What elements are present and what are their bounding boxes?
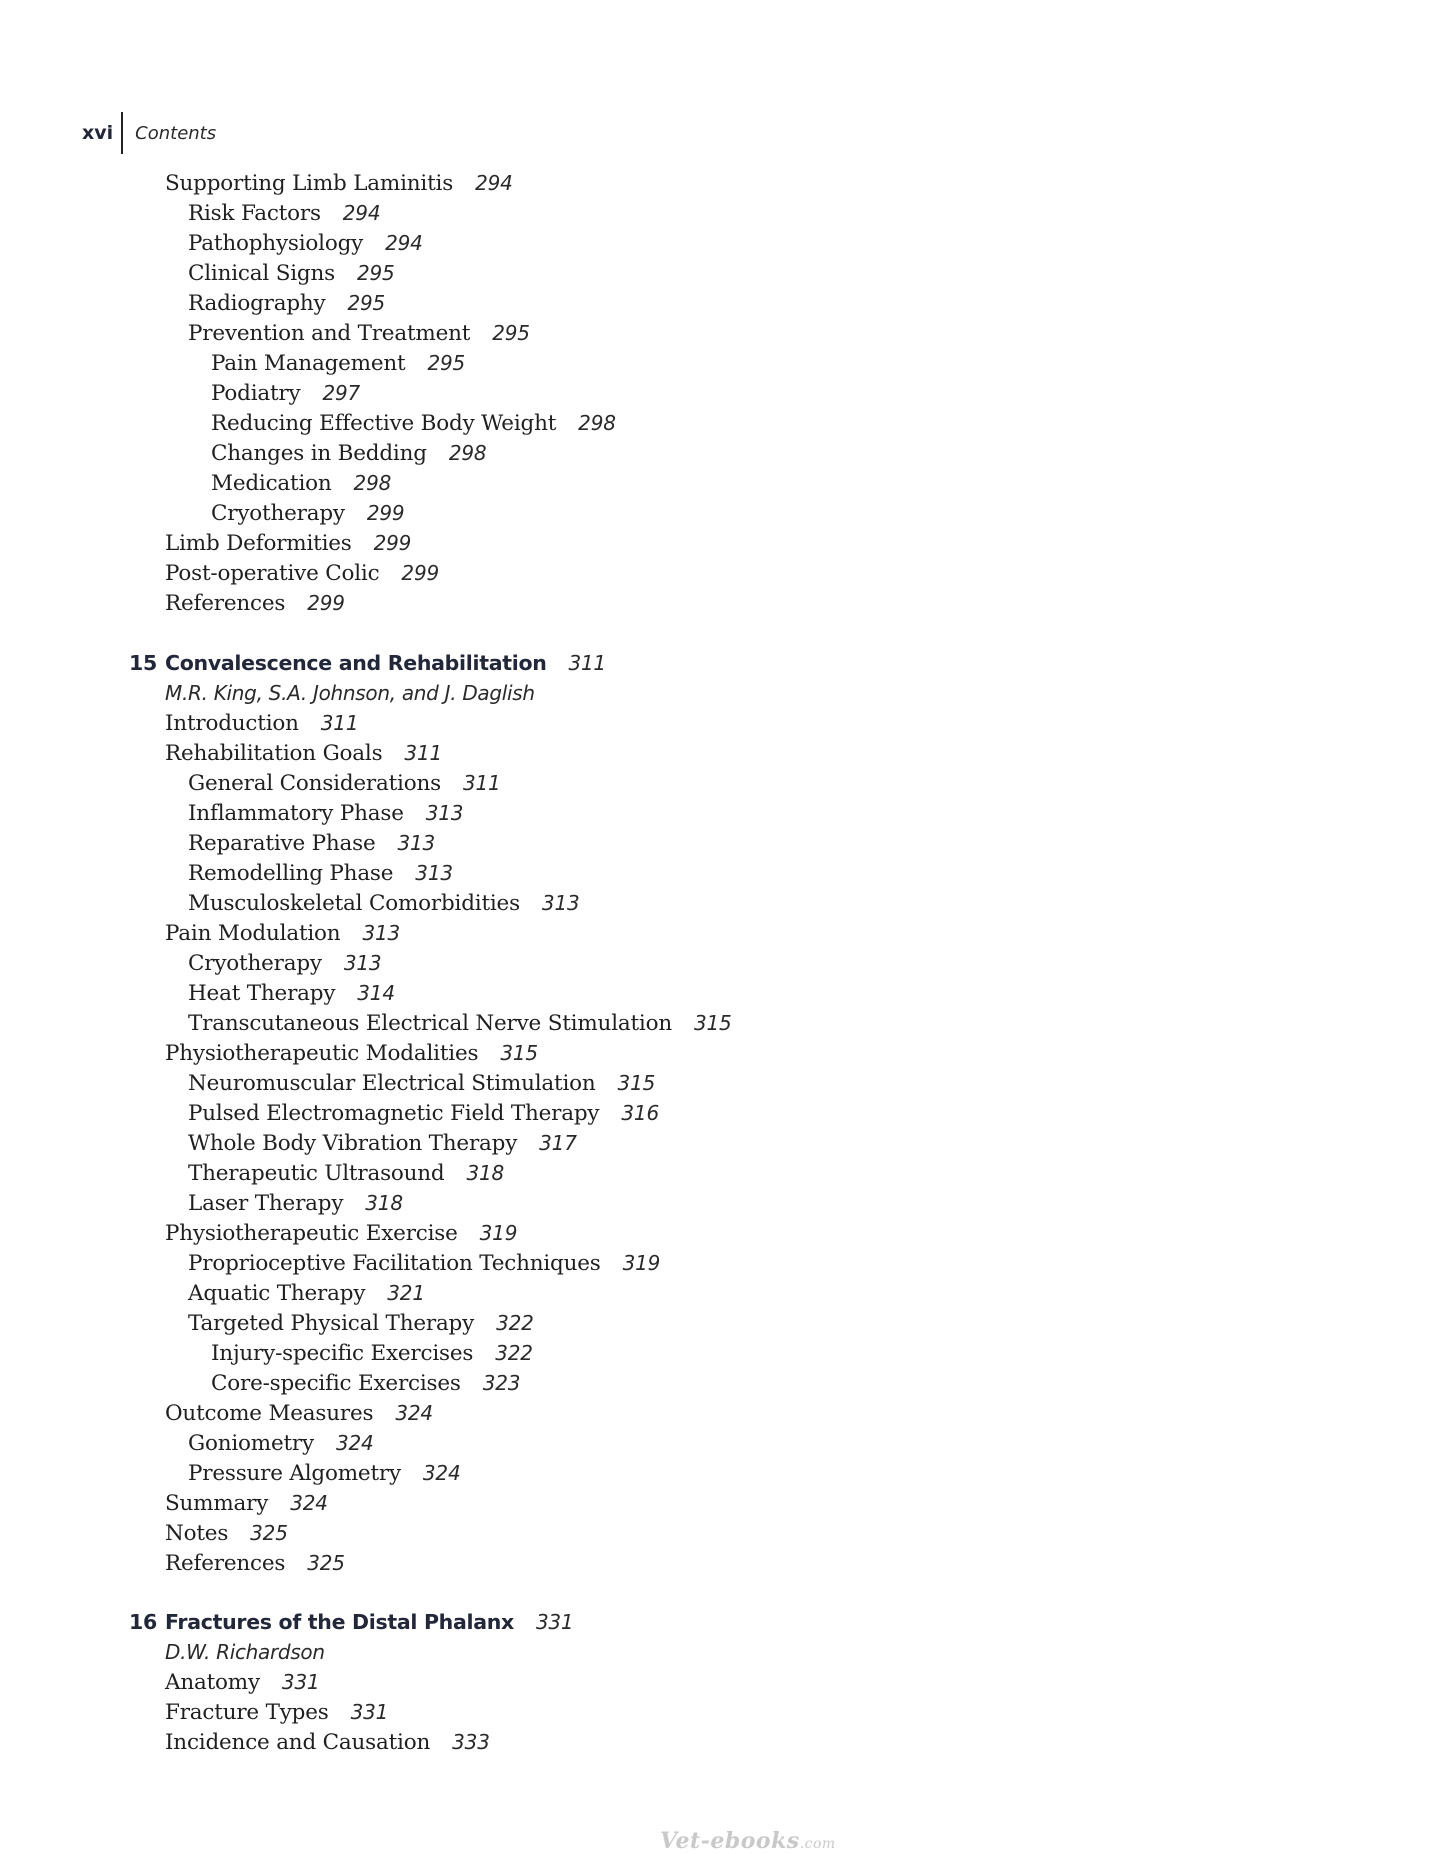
toc-entry[interactable] [188, 1128, 577, 1159]
toc-entry-page: 314 [357, 981, 395, 1005]
toc-entry[interactable] [188, 1308, 534, 1339]
toc-entry-page: 324 [290, 1491, 328, 1515]
toc-entry-page: 324 [395, 1401, 433, 1425]
toc-entry-page: 324 [335, 1431, 374, 1455]
toc-entry-label: Laser Therapy [188, 1191, 344, 1216]
toc-entry-label: Outcome Measures [165, 1401, 374, 1426]
toc-entry[interactable] [165, 1548, 345, 1579]
chapter-title: Convalescence and Rehabilitation [165, 651, 547, 675]
toc-entry-label: Goniometry [188, 1431, 314, 1456]
toc-entry-page: 325 [307, 1551, 345, 1575]
toc-entry-page: 331 [350, 1700, 389, 1724]
toc-entry-label: Injury-specific Exercises [211, 1341, 474, 1366]
toc-entry[interactable] [165, 1488, 328, 1519]
toc-entry-page: 299 [307, 591, 345, 615]
toc-entry[interactable] [188, 768, 501, 799]
toc-entry-label: Podiatry [211, 381, 301, 406]
chapter-heading[interactable] [129, 1607, 573, 1637]
chapter-authors: D.W. Richardson [165, 1640, 325, 1664]
toc-entry-page: 294 [385, 231, 423, 255]
toc-entry[interactable] [165, 528, 411, 559]
toc-entry[interactable] [165, 1697, 388, 1728]
toc-entry[interactable] [188, 1098, 659, 1129]
toc-entry-page: 295 [356, 261, 395, 285]
toc-entry-page: 297 [322, 381, 361, 405]
toc-entry-page: 318 [365, 1191, 403, 1215]
toc-entry[interactable] [188, 1248, 660, 1279]
page-number: xvi [82, 122, 114, 144]
toc-entry[interactable] [165, 558, 439, 589]
toc-entry[interactable] [188, 1068, 655, 1099]
toc-entry-label: Cryotherapy [188, 951, 322, 976]
toc-entry[interactable] [188, 948, 381, 979]
toc-entry-page: 316 [621, 1101, 659, 1125]
toc-entry-label: Changes in Bedding [211, 441, 427, 466]
toc-entry[interactable] [188, 1458, 460, 1489]
chapter-page: 331 [535, 1610, 574, 1634]
toc-entry-label: Remodelling Phase [188, 861, 394, 886]
toc-entry-label: Limb Deformities [165, 531, 352, 556]
toc-entry-page: 318 [466, 1161, 505, 1185]
toc-entry-page: 321 [387, 1281, 425, 1305]
toc-entry[interactable] [211, 468, 391, 499]
toc-entry-page: 319 [479, 1221, 518, 1245]
toc-entry-label: Radiography [188, 291, 326, 316]
toc-entry[interactable] [211, 498, 404, 529]
toc-entry[interactable] [211, 378, 360, 409]
toc-entry-label: Supporting Limb Laminitis [165, 171, 454, 196]
toc-entry-page: 322 [496, 1311, 534, 1335]
toc-entry[interactable] [188, 198, 380, 229]
toc-entry[interactable] [188, 288, 385, 319]
toc-entry-label: Introduction [165, 711, 299, 736]
toc-entry[interactable] [165, 1218, 517, 1249]
toc-entry[interactable] [188, 978, 395, 1009]
toc-entry-page: 311 [320, 711, 359, 735]
toc-entry-label: Pressure Algometry [188, 1461, 401, 1486]
chapter-page: 311 [568, 651, 606, 675]
toc-entry[interactable] [188, 1188, 403, 1219]
toc-entry-label: Heat Therapy [188, 981, 336, 1006]
toc-entry-page: 299 [373, 531, 412, 555]
toc-entry-page: 319 [622, 1251, 661, 1275]
chapter-number: 15 [129, 651, 157, 675]
toc-entry-page: 295 [347, 291, 386, 315]
toc-entry-page: 317 [539, 1131, 577, 1155]
toc-entry-label: Incidence and Causation [165, 1730, 431, 1755]
toc-entry-page: 313 [541, 891, 580, 915]
toc-entry[interactable] [211, 1338, 533, 1369]
toc-entry-label: Risk Factors [188, 201, 321, 226]
toc-entry-label: Rehabilitation Goals [165, 741, 383, 766]
toc-entry-label: Pain Modulation [165, 921, 341, 946]
toc-entry-label: Pulsed Electromagnetic Field Therapy [188, 1101, 600, 1126]
toc-entry[interactable] [188, 798, 463, 829]
toc-entry[interactable] [188, 1008, 732, 1039]
toc-entry-label: Reducing Effective Body Weight [211, 411, 557, 436]
toc-entry-label: Summary [165, 1491, 269, 1516]
toc-entry[interactable] [165, 1398, 433, 1429]
toc-entry-page: 325 [250, 1521, 288, 1545]
toc-entry-label: Clinical Signs [188, 261, 335, 286]
toc-entry-page: 315 [694, 1011, 732, 1035]
toc-entry[interactable] [165, 1727, 490, 1758]
toc-entry-label: Proprioceptive Facilitation Techniques [188, 1251, 601, 1276]
chapter-heading[interactable] [129, 648, 606, 678]
toc-entry-page: 323 [482, 1371, 521, 1395]
toc-entry[interactable] [188, 828, 435, 859]
toc-entry[interactable] [165, 1038, 538, 1069]
chapter-title: Fractures of the Distal Phalanx [165, 1610, 514, 1634]
toc-entry[interactable] [188, 888, 580, 919]
toc-entry-page: 298 [353, 471, 392, 495]
toc-entry-label: Aquatic Therapy [188, 1281, 366, 1306]
toc-entry-page: 313 [397, 831, 436, 855]
toc-entry[interactable] [165, 168, 513, 199]
toc-entry-label: Fracture Types [165, 1700, 329, 1725]
toc-entry-page: 295 [427, 351, 466, 375]
toc-entry-label: Post-operative Colic [165, 561, 380, 586]
toc-entry-label: References [165, 591, 286, 616]
watermark-main: Vet-ebooks [660, 1828, 800, 1854]
toc-entry-page: 315 [617, 1071, 656, 1095]
toc-entry-page: 311 [462, 771, 501, 795]
toc-entry-label: Inflammatory Phase [188, 801, 404, 826]
toc-entry-label: Notes [165, 1521, 229, 1546]
toc-entry-label: Transcutaneous Electrical Nerve Stimulation [188, 1011, 672, 1036]
toc-entry[interactable] [211, 1368, 520, 1399]
toc-entry-page: 299 [366, 501, 405, 525]
toc-entry-label: Neuromuscular Electrical Stimulation [188, 1071, 596, 1096]
toc-entry-page: 295 [492, 321, 530, 345]
toc-entry-page: 298 [448, 441, 487, 465]
toc-entry[interactable] [188, 1278, 425, 1309]
toc-entry-page: 311 [404, 741, 442, 765]
toc-entry[interactable] [188, 318, 530, 349]
toc-entry-label: Prevention and Treatment [188, 321, 471, 346]
toc-entry[interactable] [165, 918, 400, 949]
toc-entry-label: Pain Management [211, 351, 406, 376]
chapter-authors: M.R. King, S.A. Johnson, and J. Daglish [165, 681, 535, 705]
toc-entry-page: 294 [342, 201, 381, 225]
toc-entry-page: 313 [425, 801, 464, 825]
toc-entry[interactable] [188, 258, 395, 289]
toc-entry-page: 322 [495, 1341, 533, 1365]
toc-entry-page: 299 [401, 561, 439, 585]
toc-entry-label: Core-specific Exercises [211, 1371, 461, 1396]
toc-entry[interactable] [188, 1428, 374, 1459]
toc-entry-label: Reparative Phase [188, 831, 376, 856]
toc-entry-page: 324 [422, 1461, 461, 1485]
toc-entry[interactable] [211, 438, 486, 469]
toc-entry-label: Whole Body Vibration Therapy [188, 1131, 518, 1156]
toc-entry[interactable] [211, 408, 616, 439]
toc-entry[interactable] [165, 708, 358, 739]
running-title: Contents [135, 122, 217, 144]
toc-entry[interactable] [165, 1518, 288, 1549]
toc-entry-label: Medication [211, 471, 332, 496]
toc-entry-page: 315 [500, 1041, 538, 1065]
toc-entry[interactable] [165, 738, 442, 769]
toc-entry[interactable] [188, 858, 453, 889]
toc-entry[interactable] [165, 588, 345, 619]
toc-entry[interactable] [165, 1667, 320, 1698]
toc-entry-page: 313 [343, 951, 382, 975]
toc-entry[interactable] [188, 1158, 504, 1189]
toc-entry-label: General Considerations [188, 771, 441, 796]
toc-entry-label: Physiotherapeutic Modalities [165, 1041, 479, 1066]
watermark-suffix: .com [799, 1836, 836, 1852]
toc-entry-page: 294 [475, 171, 513, 195]
toc-entry-page: 313 [362, 921, 401, 945]
running-header [82, 112, 216, 154]
toc-entry-label: Physiotherapeutic Exercise [165, 1221, 458, 1246]
toc-entry[interactable] [188, 228, 423, 259]
toc-entry-page: 331 [281, 1670, 320, 1694]
toc-entry-label: Therapeutic Ultrasound [188, 1161, 445, 1186]
chapter-number: 16 [129, 1610, 157, 1634]
toc-entry-label: Targeted Physical Therapy [188, 1311, 475, 1336]
toc-entry-page: 313 [415, 861, 453, 885]
toc-entry-page: 333 [452, 1730, 490, 1754]
toc-entry-label: Anatomy [165, 1670, 260, 1695]
toc-entry-label: Pathophysiology [188, 231, 364, 256]
toc-entry-label: Cryotherapy [211, 501, 345, 526]
toc-entry-page: 298 [578, 411, 616, 435]
toc-entry-label: References [165, 1551, 286, 1576]
watermark-logo [660, 1828, 836, 1854]
toc-entry-label: Musculoskeletal Comorbidities [188, 891, 520, 916]
toc-entry[interactable] [211, 348, 465, 379]
